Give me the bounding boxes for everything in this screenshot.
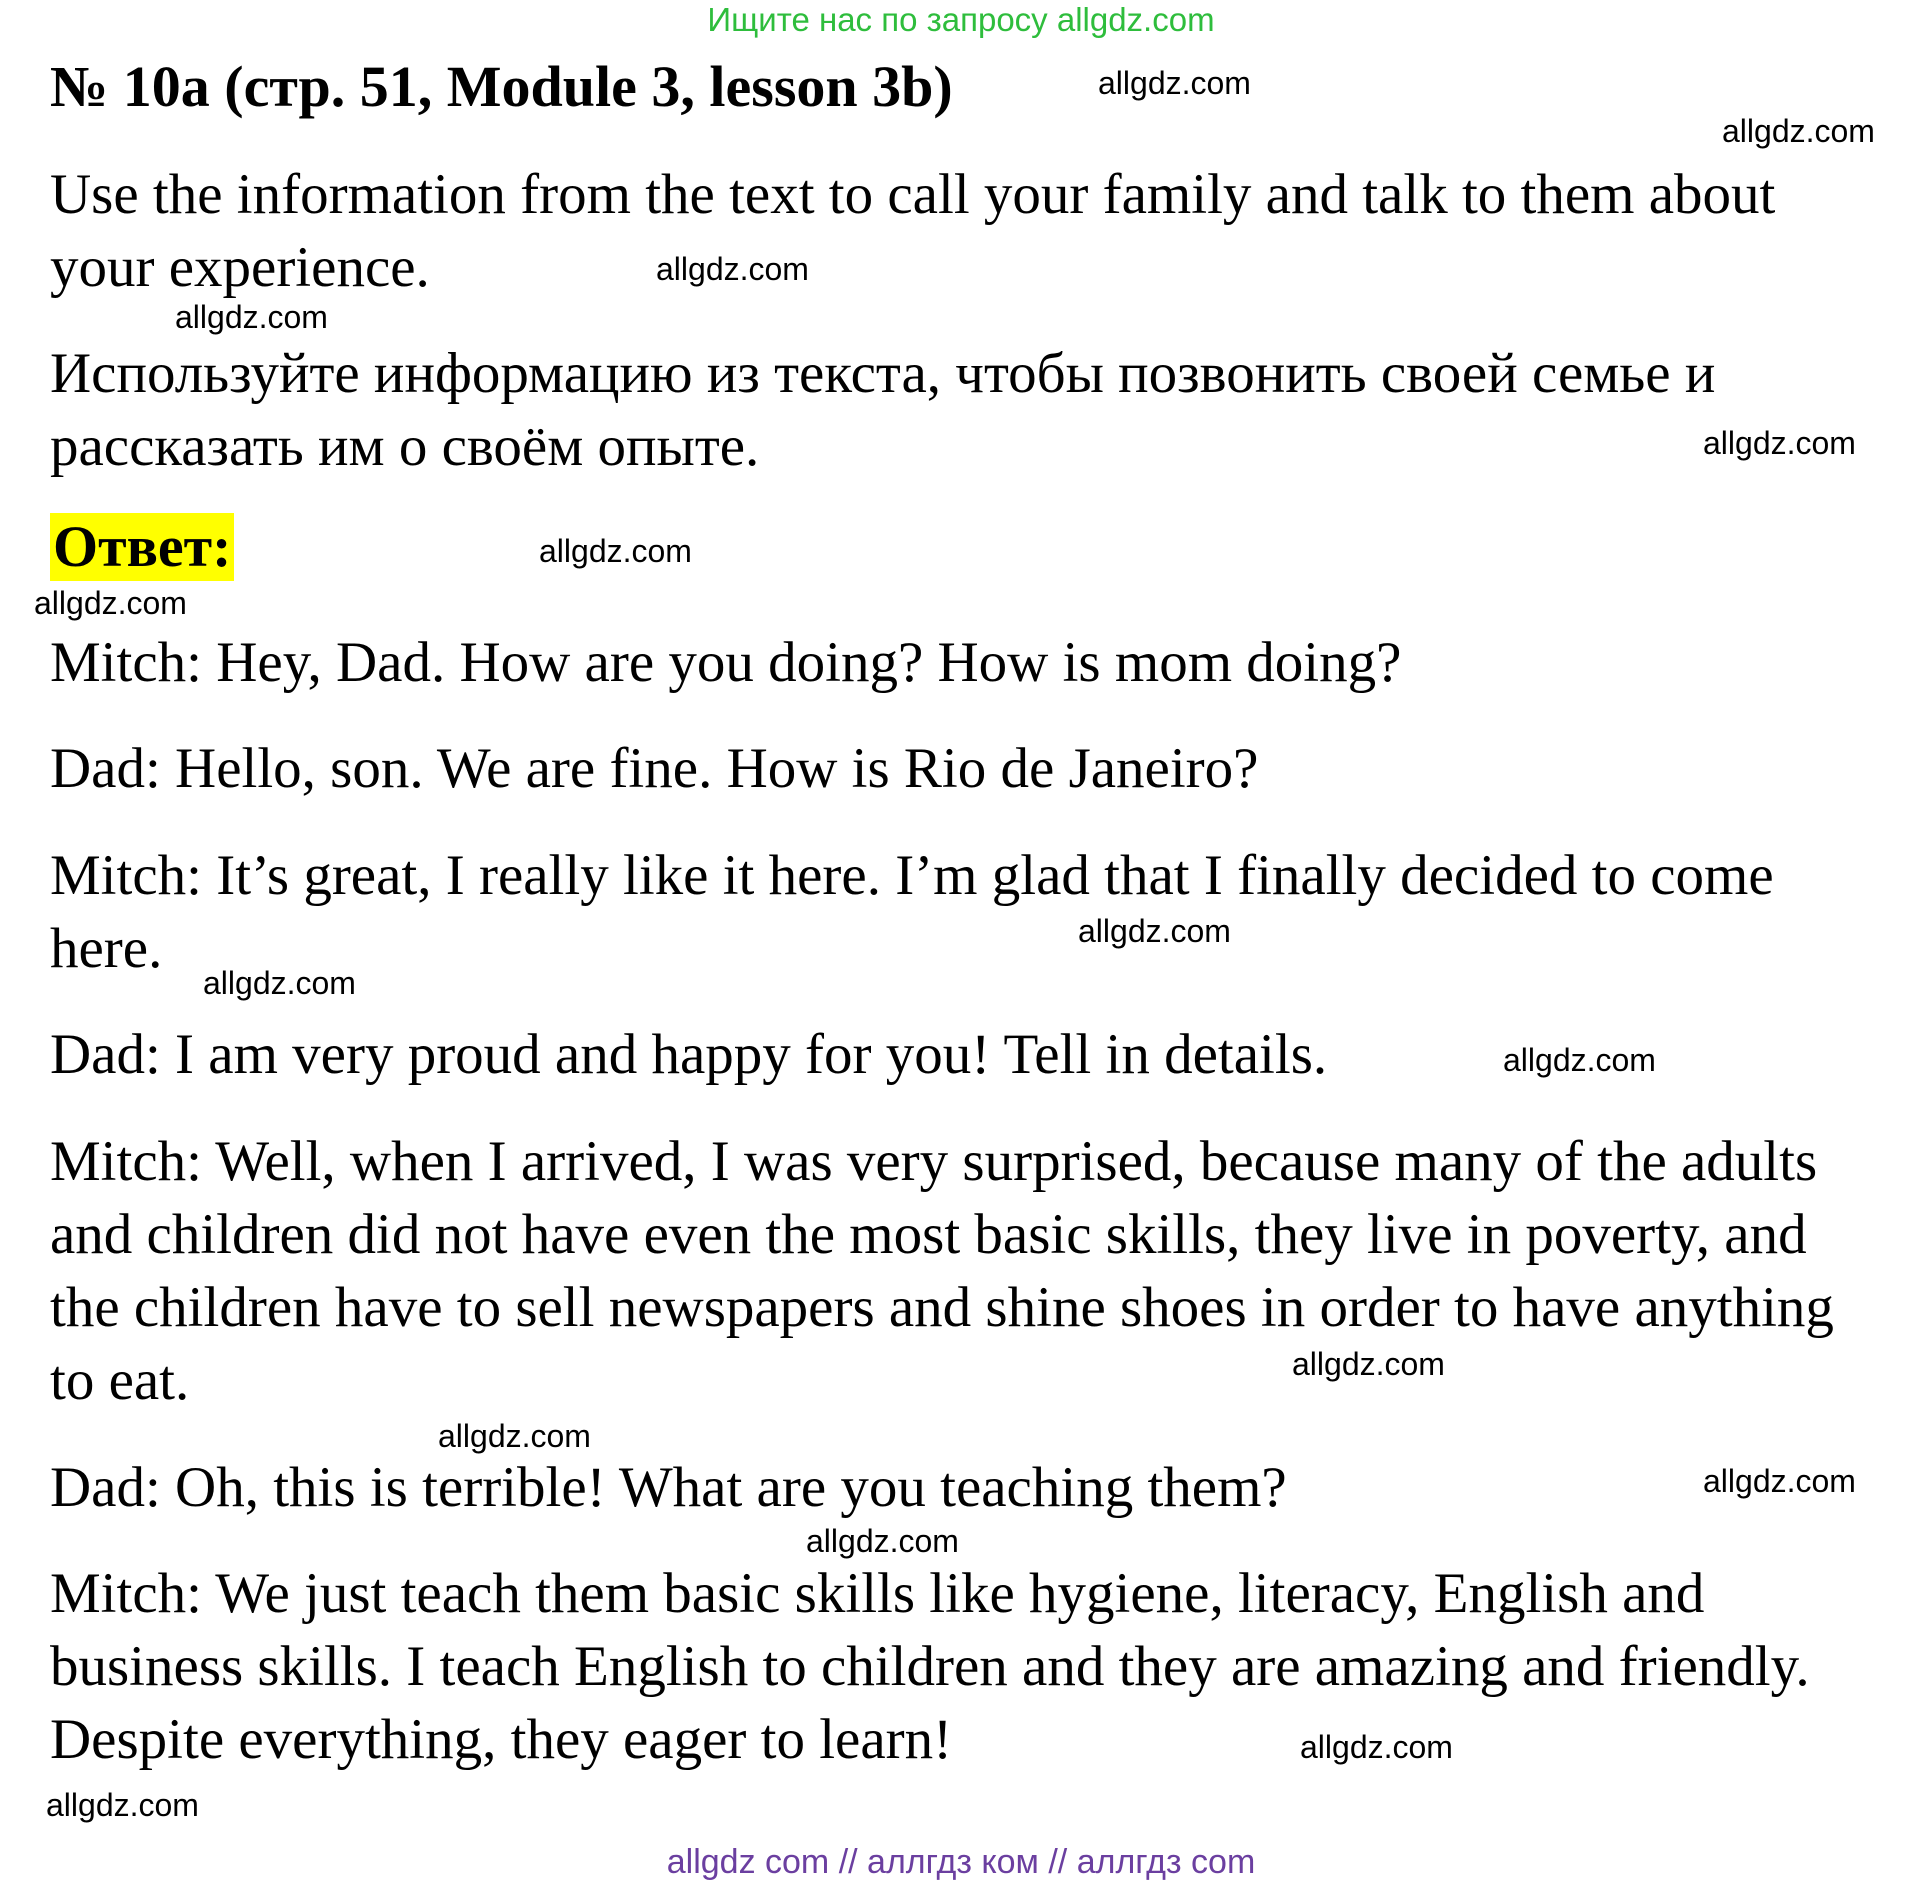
watermark: allgdz.com bbox=[438, 1418, 591, 1454]
watermark: allgdz.com bbox=[656, 251, 809, 287]
task-english: Use the information from the text to call your family and talk to them about your experience. bbox=[50, 163, 1776, 299]
dialogue-line-2: Dad: Hello, son. We are fine. How is Rio de Janeiro? bbox=[50, 737, 1259, 800]
task-russian: Используйте информацию из текста, чтобы позвонить своей семье и рассказать им о своём опыте. bbox=[50, 342, 1716, 478]
page-title: № 10a (стр. 51, Module 3, lesson 3b) bbox=[50, 54, 953, 119]
watermark: allgdz.com bbox=[175, 299, 328, 335]
dialogue-line-3: Mitch: It’s great, I really like it here. I’m glad that I finally decided to come here. bbox=[50, 844, 1774, 980]
watermark: allgdz.com bbox=[1292, 1346, 1445, 1382]
dialogue-line-1: Mitch: Hey, Dad. How are you doing? How is mom doing? bbox=[50, 631, 1402, 694]
watermark: allgdz.com bbox=[1703, 1463, 1856, 1499]
watermark: allgdz.com bbox=[1078, 913, 1231, 949]
watermark: allgdz.com bbox=[806, 1523, 959, 1559]
watermark: allgdz.com bbox=[34, 585, 187, 621]
watermark: allgdz.com bbox=[203, 965, 356, 1001]
top-banner: Ищите нас по запросу allgdz.com bbox=[707, 1, 1215, 38]
watermark: allgdz.com bbox=[1503, 1042, 1656, 1078]
watermark: allgdz.com bbox=[1300, 1729, 1453, 1765]
watermark: allgdz.com bbox=[539, 533, 692, 569]
dialogue-line-6: Dad: Oh, this is terrible! What are you teaching them? bbox=[50, 1456, 1287, 1519]
dialogue-line-5: Mitch: Well, when I arrived, I was very surprised, because many of the adults and children did not have even the most basic skills, they live in poverty, and the children have to sell newspapers and shine shoes in order to have anything to eat. bbox=[50, 1130, 1834, 1412]
dialogue-line-4: Dad: I am very proud and happy for you! Tell in details. bbox=[50, 1023, 1328, 1086]
watermark: allgdz.com bbox=[1098, 65, 1251, 101]
footer-watermark: allgdz com // аллгдз ком // аллгдз com bbox=[666, 1843, 1256, 1881]
watermark: allgdz.com bbox=[1722, 113, 1875, 149]
answer-label: Ответ: bbox=[50, 513, 234, 581]
watermark: allgdz.com bbox=[1703, 425, 1856, 461]
dialogue-line-7: Mitch: We just teach them basic skills like hygiene, literacy, English and business skills. I teach English to children and they are amazing and friendly. Despite everything, they eager to learn! bbox=[50, 1562, 1810, 1771]
watermark: allgdz.com bbox=[46, 1787, 199, 1823]
